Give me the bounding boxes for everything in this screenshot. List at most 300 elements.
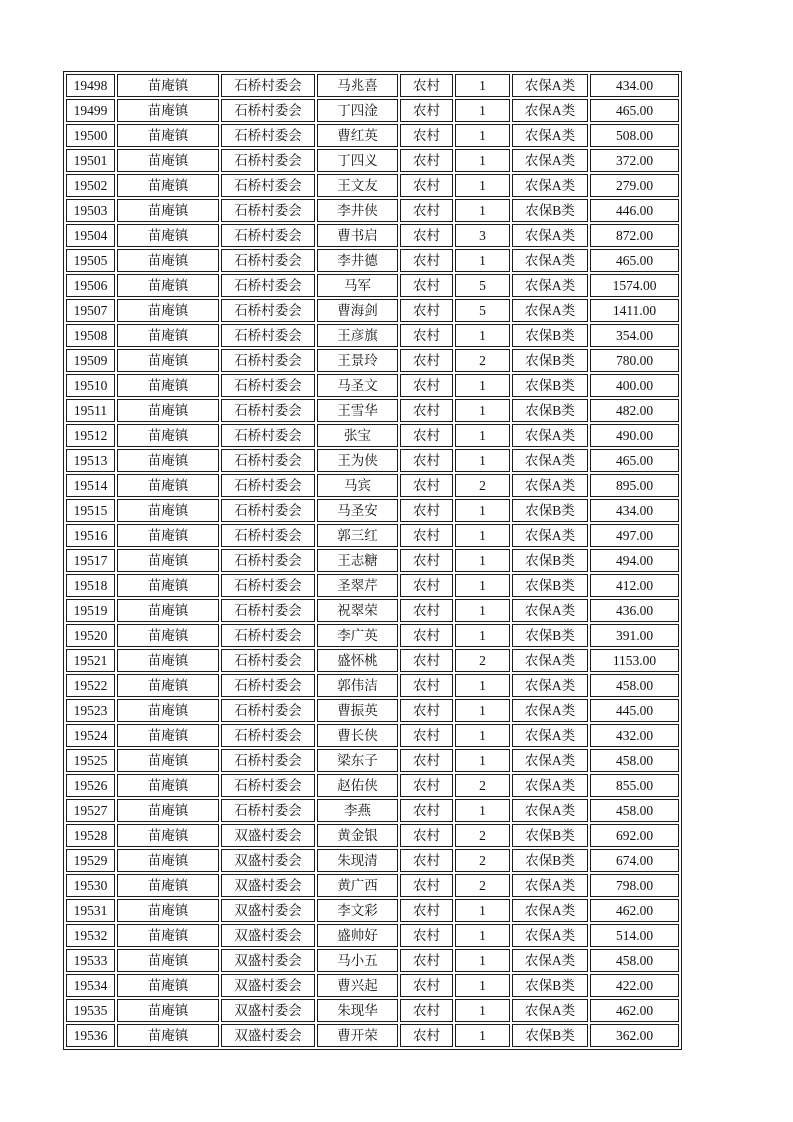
town-cell: 苗庵镇 xyxy=(117,874,219,897)
table-row xyxy=(66,974,679,997)
amount-cell: 458.00 xyxy=(590,949,679,972)
person-count-cell: 2 xyxy=(455,874,510,897)
town-cell: 苗庵镇 xyxy=(117,199,219,222)
table-row xyxy=(66,924,679,947)
village-committee-cell: 石桥村委会 xyxy=(221,449,315,472)
table-row xyxy=(66,849,679,872)
table-row xyxy=(66,274,679,297)
table-row xyxy=(66,324,679,347)
person-count-cell: 1 xyxy=(455,749,510,772)
residence-type-cell: 农村 xyxy=(400,474,453,497)
town-cell: 苗庵镇 xyxy=(117,549,219,572)
village-committee-cell: 石桥村委会 xyxy=(221,424,315,447)
person-count-cell: 1 xyxy=(455,149,510,172)
insurance-category-cell: 农保B类 xyxy=(512,399,588,422)
person-name-cell: 曹振英 xyxy=(317,699,398,722)
person-name-cell: 曹开荣 xyxy=(317,1024,398,1047)
serial-number-cell: 19516 xyxy=(66,524,115,547)
residence-type-cell: 农村 xyxy=(400,149,453,172)
residence-type-cell: 农村 xyxy=(400,174,453,197)
insurance-category-cell: 农保B类 xyxy=(512,374,588,397)
residence-type-cell: 农村 xyxy=(400,99,453,122)
village-committee-cell: 石桥村委会 xyxy=(221,274,315,297)
amount-cell: 508.00 xyxy=(590,124,679,147)
person-count-cell: 1 xyxy=(455,599,510,622)
insurance-category-cell: 农保A类 xyxy=(512,149,588,172)
village-committee-cell: 石桥村委会 xyxy=(221,249,315,272)
town-cell: 苗庵镇 xyxy=(117,149,219,172)
insurance-category-cell: 农保B类 xyxy=(512,1024,588,1047)
person-count-cell: 1 xyxy=(455,424,510,447)
person-count-cell: 1 xyxy=(455,399,510,422)
amount-cell: 855.00 xyxy=(590,774,679,797)
town-cell: 苗庵镇 xyxy=(117,724,219,747)
insurance-category-cell: 农保A类 xyxy=(512,449,588,472)
serial-number-cell: 19509 xyxy=(66,349,115,372)
village-committee-cell: 双盛村委会 xyxy=(221,974,315,997)
table-row xyxy=(66,224,679,247)
serial-number-cell: 19529 xyxy=(66,849,115,872)
person-count-cell: 1 xyxy=(455,99,510,122)
serial-number-cell: 19528 xyxy=(66,824,115,847)
amount-cell: 780.00 xyxy=(590,349,679,372)
serial-number-cell: 19534 xyxy=(66,974,115,997)
residence-type-cell: 农村 xyxy=(400,949,453,972)
amount-cell: 1153.00 xyxy=(590,649,679,672)
village-committee-cell: 石桥村委会 xyxy=(221,624,315,647)
residence-type-cell: 农村 xyxy=(400,299,453,322)
serial-number-cell: 19530 xyxy=(66,874,115,897)
amount-cell: 458.00 xyxy=(590,674,679,697)
serial-number-cell: 19519 xyxy=(66,599,115,622)
person-name-cell: 李井侠 xyxy=(317,199,398,222)
residence-type-cell: 农村 xyxy=(400,249,453,272)
amount-cell: 1411.00 xyxy=(590,299,679,322)
person-name-cell: 李广英 xyxy=(317,624,398,647)
residence-type-cell: 农村 xyxy=(400,774,453,797)
residence-type-cell: 农村 xyxy=(400,449,453,472)
amount-cell: 497.00 xyxy=(590,524,679,547)
table-row xyxy=(66,599,679,622)
insurance-category-cell: 农保A类 xyxy=(512,949,588,972)
amount-cell: 434.00 xyxy=(590,499,679,522)
insurance-category-cell: 农保B类 xyxy=(512,199,588,222)
person-count-cell: 1 xyxy=(455,624,510,647)
town-cell: 苗庵镇 xyxy=(117,249,219,272)
table-row xyxy=(66,724,679,747)
table-row xyxy=(66,824,679,847)
town-cell: 苗庵镇 xyxy=(117,99,219,122)
table-row xyxy=(66,749,679,772)
town-cell: 苗庵镇 xyxy=(117,949,219,972)
insurance-category-cell: 农保A类 xyxy=(512,424,588,447)
town-cell: 苗庵镇 xyxy=(117,524,219,547)
amount-cell: 465.00 xyxy=(590,99,679,122)
person-count-cell: 1 xyxy=(455,924,510,947)
town-cell: 苗庵镇 xyxy=(117,774,219,797)
residence-type-cell: 农村 xyxy=(400,74,453,97)
person-name-cell: 盛怀桃 xyxy=(317,649,398,672)
insurance-category-cell: 农保B类 xyxy=(512,849,588,872)
person-name-cell: 郭伟洁 xyxy=(317,674,398,697)
insurance-category-cell: 农保A类 xyxy=(512,924,588,947)
person-count-cell: 1 xyxy=(455,324,510,347)
table-row xyxy=(66,774,679,797)
person-count-cell: 1 xyxy=(455,374,510,397)
serial-number-cell: 19503 xyxy=(66,199,115,222)
document-page xyxy=(63,71,682,1050)
person-name-cell: 王彦旗 xyxy=(317,324,398,347)
town-cell: 苗庵镇 xyxy=(117,299,219,322)
insurance-category-cell: 农保A类 xyxy=(512,724,588,747)
residence-type-cell: 农村 xyxy=(400,974,453,997)
table-row xyxy=(66,149,679,172)
table-row xyxy=(66,99,679,122)
person-count-cell: 2 xyxy=(455,774,510,797)
person-name-cell: 王志糖 xyxy=(317,549,398,572)
insurance-category-cell: 农保A类 xyxy=(512,299,588,322)
serial-number-cell: 19536 xyxy=(66,1024,115,1047)
village-committee-cell: 石桥村委会 xyxy=(221,224,315,247)
amount-cell: 446.00 xyxy=(590,199,679,222)
serial-number-cell: 19524 xyxy=(66,724,115,747)
insurance-category-cell: 农保A类 xyxy=(512,874,588,897)
person-name-cell: 马宾 xyxy=(317,474,398,497)
village-committee-cell: 石桥村委会 xyxy=(221,774,315,797)
serial-number-cell: 19514 xyxy=(66,474,115,497)
person-count-cell: 1 xyxy=(455,499,510,522)
town-cell: 苗庵镇 xyxy=(117,574,219,597)
amount-cell: 354.00 xyxy=(590,324,679,347)
person-count-cell: 2 xyxy=(455,474,510,497)
town-cell: 苗庵镇 xyxy=(117,999,219,1022)
town-cell: 苗庵镇 xyxy=(117,349,219,372)
village-committee-cell: 石桥村委会 xyxy=(221,699,315,722)
insurance-category-cell: 农保A类 xyxy=(512,999,588,1022)
amount-cell: 1574.00 xyxy=(590,274,679,297)
village-committee-cell: 双盛村委会 xyxy=(221,874,315,897)
insurance-category-cell: 农保A类 xyxy=(512,749,588,772)
table-row xyxy=(66,349,679,372)
person-count-cell: 1 xyxy=(455,249,510,272)
person-name-cell: 曹红英 xyxy=(317,124,398,147)
person-count-cell: 2 xyxy=(455,824,510,847)
table-row xyxy=(66,649,679,672)
amount-cell: 872.00 xyxy=(590,224,679,247)
village-committee-cell: 石桥村委会 xyxy=(221,749,315,772)
residence-type-cell: 农村 xyxy=(400,124,453,147)
residence-type-cell: 农村 xyxy=(400,349,453,372)
town-cell: 苗庵镇 xyxy=(117,499,219,522)
insurance-category-cell: 农保A类 xyxy=(512,524,588,547)
town-cell: 苗庵镇 xyxy=(117,474,219,497)
amount-cell: 798.00 xyxy=(590,874,679,897)
village-committee-cell: 石桥村委会 xyxy=(221,799,315,822)
person-count-cell: 1 xyxy=(455,524,510,547)
amount-cell: 895.00 xyxy=(590,474,679,497)
amount-cell: 434.00 xyxy=(590,74,679,97)
residence-type-cell: 农村 xyxy=(400,849,453,872)
insurance-category-cell: 农保A类 xyxy=(512,774,588,797)
insurance-category-cell: 农保A类 xyxy=(512,124,588,147)
serial-number-cell: 19512 xyxy=(66,424,115,447)
person-count-cell: 2 xyxy=(455,849,510,872)
table-row xyxy=(66,199,679,222)
person-name-cell: 曹兴起 xyxy=(317,974,398,997)
residence-type-cell: 农村 xyxy=(400,924,453,947)
person-count-cell: 1 xyxy=(455,449,510,472)
amount-cell: 494.00 xyxy=(590,549,679,572)
table-row xyxy=(66,124,679,147)
town-cell: 苗庵镇 xyxy=(117,799,219,822)
person-name-cell: 曹书启 xyxy=(317,224,398,247)
insurance-category-cell: 农保B类 xyxy=(512,324,588,347)
person-count-cell: 1 xyxy=(455,1024,510,1047)
table-row xyxy=(66,299,679,322)
town-cell: 苗庵镇 xyxy=(117,174,219,197)
village-committee-cell: 石桥村委会 xyxy=(221,574,315,597)
serial-number-cell: 19533 xyxy=(66,949,115,972)
serial-number-cell: 19521 xyxy=(66,649,115,672)
amount-cell: 391.00 xyxy=(590,624,679,647)
residence-type-cell: 农村 xyxy=(400,674,453,697)
residence-type-cell: 农村 xyxy=(400,749,453,772)
person-count-cell: 1 xyxy=(455,999,510,1022)
table-row xyxy=(66,899,679,922)
town-cell: 苗庵镇 xyxy=(117,399,219,422)
amount-cell: 692.00 xyxy=(590,824,679,847)
amount-cell: 445.00 xyxy=(590,699,679,722)
village-committee-cell: 石桥村委会 xyxy=(221,599,315,622)
person-count-cell: 1 xyxy=(455,799,510,822)
town-cell: 苗庵镇 xyxy=(117,649,219,672)
serial-number-cell: 19517 xyxy=(66,549,115,572)
village-committee-cell: 石桥村委会 xyxy=(221,724,315,747)
village-committee-cell: 石桥村委会 xyxy=(221,374,315,397)
person-name-cell: 梁东子 xyxy=(317,749,398,772)
person-name-cell: 马圣安 xyxy=(317,499,398,522)
village-committee-cell: 石桥村委会 xyxy=(221,149,315,172)
table-row xyxy=(66,174,679,197)
insurance-category-cell: 农保A类 xyxy=(512,74,588,97)
amount-cell: 465.00 xyxy=(590,449,679,472)
serial-number-cell: 19504 xyxy=(66,224,115,247)
amount-cell: 462.00 xyxy=(590,999,679,1022)
person-name-cell: 郭三红 xyxy=(317,524,398,547)
serial-number-cell: 19498 xyxy=(66,74,115,97)
town-cell: 苗庵镇 xyxy=(117,74,219,97)
serial-number-cell: 19518 xyxy=(66,574,115,597)
town-cell: 苗庵镇 xyxy=(117,624,219,647)
table-row xyxy=(66,374,679,397)
person-name-cell: 李燕 xyxy=(317,799,398,822)
person-name-cell: 曹海剑 xyxy=(317,299,398,322)
village-committee-cell: 双盛村委会 xyxy=(221,999,315,1022)
table-row xyxy=(66,74,679,97)
village-committee-cell: 石桥村委会 xyxy=(221,499,315,522)
residence-type-cell: 农村 xyxy=(400,624,453,647)
residence-type-cell: 农村 xyxy=(400,499,453,522)
table-row xyxy=(66,549,679,572)
person-name-cell: 马军 xyxy=(317,274,398,297)
serial-number-cell: 19505 xyxy=(66,249,115,272)
village-committee-cell: 石桥村委会 xyxy=(221,349,315,372)
person-count-cell: 2 xyxy=(455,649,510,672)
person-name-cell: 王雪华 xyxy=(317,399,398,422)
insurance-category-cell: 农保A类 xyxy=(512,599,588,622)
amount-cell: 674.00 xyxy=(590,849,679,872)
serial-number-cell: 19506 xyxy=(66,274,115,297)
serial-number-cell: 19499 xyxy=(66,99,115,122)
person-name-cell: 祝翠荣 xyxy=(317,599,398,622)
serial-number-cell: 19511 xyxy=(66,399,115,422)
amount-cell: 362.00 xyxy=(590,1024,679,1047)
amount-cell: 462.00 xyxy=(590,899,679,922)
table-row xyxy=(66,474,679,497)
person-count-cell: 5 xyxy=(455,299,510,322)
village-committee-cell: 石桥村委会 xyxy=(221,74,315,97)
serial-number-cell: 19535 xyxy=(66,999,115,1022)
table-row xyxy=(66,449,679,472)
residence-type-cell: 农村 xyxy=(400,424,453,447)
person-name-cell: 李文彩 xyxy=(317,899,398,922)
town-cell: 苗庵镇 xyxy=(117,1024,219,1047)
residence-type-cell: 农村 xyxy=(400,699,453,722)
person-count-cell: 1 xyxy=(455,699,510,722)
village-committee-cell: 石桥村委会 xyxy=(221,124,315,147)
person-name-cell: 黄金银 xyxy=(317,824,398,847)
serial-number-cell: 19501 xyxy=(66,149,115,172)
town-cell: 苗庵镇 xyxy=(117,449,219,472)
amount-cell: 465.00 xyxy=(590,249,679,272)
insurance-category-cell: 农保A类 xyxy=(512,799,588,822)
table-row xyxy=(66,999,679,1022)
town-cell: 苗庵镇 xyxy=(117,849,219,872)
person-name-cell: 王为侠 xyxy=(317,449,398,472)
town-cell: 苗庵镇 xyxy=(117,124,219,147)
village-committee-cell: 双盛村委会 xyxy=(221,899,315,922)
residence-type-cell: 农村 xyxy=(400,399,453,422)
serial-number-cell: 19527 xyxy=(66,799,115,822)
insurance-category-cell: 农保A类 xyxy=(512,699,588,722)
insurance-category-cell: 农保A类 xyxy=(512,249,588,272)
town-cell: 苗庵镇 xyxy=(117,674,219,697)
pension-payment-table xyxy=(63,71,682,1050)
insurance-category-cell: 农保B类 xyxy=(512,974,588,997)
town-cell: 苗庵镇 xyxy=(117,699,219,722)
village-committee-cell: 双盛村委会 xyxy=(221,849,315,872)
residence-type-cell: 农村 xyxy=(400,874,453,897)
person-count-cell: 1 xyxy=(455,574,510,597)
person-count-cell: 1 xyxy=(455,174,510,197)
amount-cell: 490.00 xyxy=(590,424,679,447)
person-count-cell: 1 xyxy=(455,974,510,997)
amount-cell: 372.00 xyxy=(590,149,679,172)
amount-cell: 458.00 xyxy=(590,799,679,822)
residence-type-cell: 农村 xyxy=(400,574,453,597)
village-committee-cell: 双盛村委会 xyxy=(221,824,315,847)
table-row xyxy=(66,524,679,547)
serial-number-cell: 19531 xyxy=(66,899,115,922)
residence-type-cell: 农村 xyxy=(400,649,453,672)
residence-type-cell: 农村 xyxy=(400,824,453,847)
serial-number-cell: 19522 xyxy=(66,674,115,697)
residence-type-cell: 农村 xyxy=(400,524,453,547)
table-row xyxy=(66,499,679,522)
insurance-category-cell: 农保A类 xyxy=(512,224,588,247)
town-cell: 苗庵镇 xyxy=(117,899,219,922)
insurance-category-cell: 农保A类 xyxy=(512,674,588,697)
table-row xyxy=(66,1024,679,1047)
insurance-category-cell: 农保A类 xyxy=(512,99,588,122)
person-name-cell: 圣翠芹 xyxy=(317,574,398,597)
insurance-category-cell: 农保A类 xyxy=(512,899,588,922)
residence-type-cell: 农村 xyxy=(400,224,453,247)
person-count-cell: 1 xyxy=(455,674,510,697)
table-row xyxy=(66,699,679,722)
village-committee-cell: 石桥村委会 xyxy=(221,299,315,322)
person-name-cell: 马圣文 xyxy=(317,374,398,397)
table-row xyxy=(66,399,679,422)
serial-number-cell: 19515 xyxy=(66,499,115,522)
town-cell: 苗庵镇 xyxy=(117,924,219,947)
town-cell: 苗庵镇 xyxy=(117,749,219,772)
person-count-cell: 1 xyxy=(455,74,510,97)
person-count-cell: 3 xyxy=(455,224,510,247)
town-cell: 苗庵镇 xyxy=(117,599,219,622)
serial-number-cell: 19508 xyxy=(66,324,115,347)
serial-number-cell: 19507 xyxy=(66,299,115,322)
village-committee-cell: 石桥村委会 xyxy=(221,99,315,122)
person-name-cell: 朱现清 xyxy=(317,849,398,872)
person-name-cell: 马小五 xyxy=(317,949,398,972)
person-name-cell: 盛帅好 xyxy=(317,924,398,947)
serial-number-cell: 19523 xyxy=(66,699,115,722)
insurance-category-cell: 农保B类 xyxy=(512,824,588,847)
insurance-category-cell: 农保B类 xyxy=(512,499,588,522)
table-row xyxy=(66,624,679,647)
person-name-cell: 王文友 xyxy=(317,174,398,197)
village-committee-cell: 石桥村委会 xyxy=(221,199,315,222)
village-committee-cell: 石桥村委会 xyxy=(221,474,315,497)
person-count-cell: 1 xyxy=(455,199,510,222)
insurance-category-cell: 农保A类 xyxy=(512,649,588,672)
amount-cell: 412.00 xyxy=(590,574,679,597)
table-row xyxy=(66,249,679,272)
person-name-cell: 王景玲 xyxy=(317,349,398,372)
town-cell: 苗庵镇 xyxy=(117,974,219,997)
person-count-cell: 1 xyxy=(455,124,510,147)
serial-number-cell: 19520 xyxy=(66,624,115,647)
village-committee-cell: 石桥村委会 xyxy=(221,549,315,572)
village-committee-cell: 双盛村委会 xyxy=(221,924,315,947)
residence-type-cell: 农村 xyxy=(400,199,453,222)
village-committee-cell: 石桥村委会 xyxy=(221,524,315,547)
insurance-category-cell: 农保B类 xyxy=(512,574,588,597)
amount-cell: 514.00 xyxy=(590,924,679,947)
town-cell: 苗庵镇 xyxy=(117,424,219,447)
village-committee-cell: 双盛村委会 xyxy=(221,1024,315,1047)
residence-type-cell: 农村 xyxy=(400,549,453,572)
amount-cell: 482.00 xyxy=(590,399,679,422)
person-count-cell: 1 xyxy=(455,549,510,572)
village-committee-cell: 石桥村委会 xyxy=(221,174,315,197)
table-row xyxy=(66,674,679,697)
village-committee-cell: 石桥村委会 xyxy=(221,399,315,422)
person-name-cell: 黄广西 xyxy=(317,874,398,897)
amount-cell: 436.00 xyxy=(590,599,679,622)
serial-number-cell: 19532 xyxy=(66,924,115,947)
